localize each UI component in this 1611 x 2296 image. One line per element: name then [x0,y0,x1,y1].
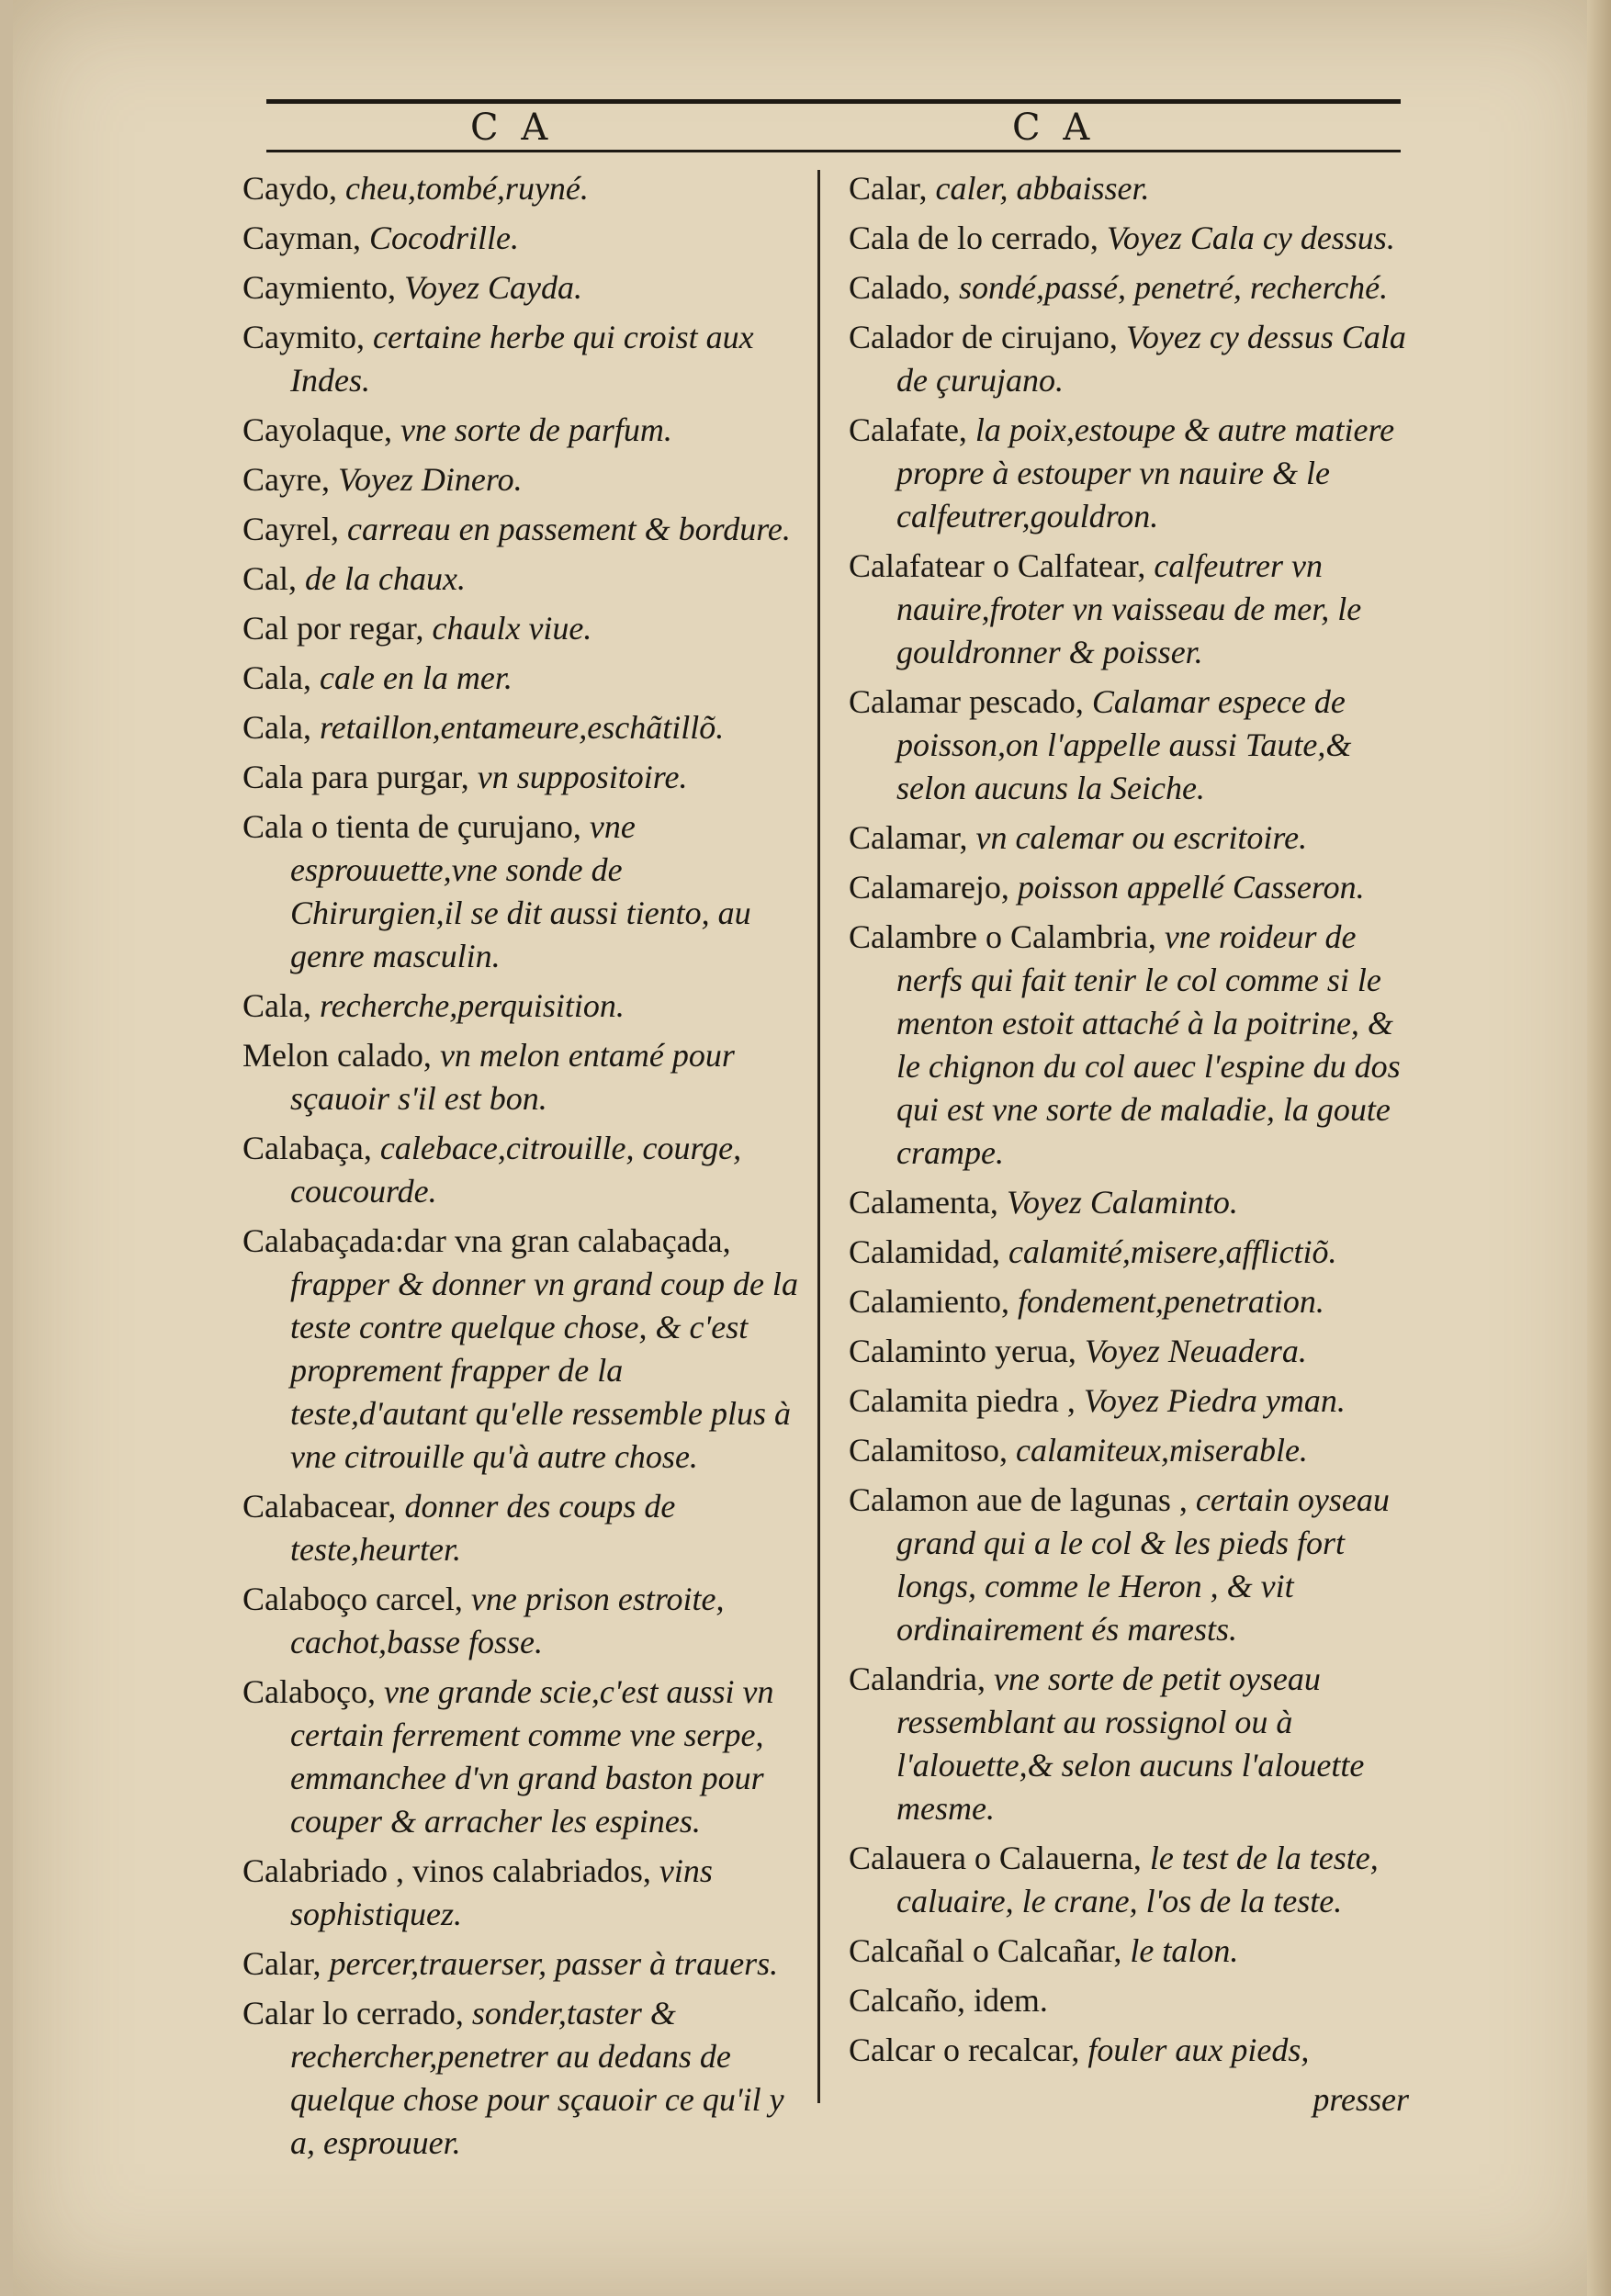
entry-gloss: recherche,perquisition. [319,987,625,1024]
entry-gloss: donner des coups de teste,heurter. [290,1488,676,1568]
column-divider [817,170,820,2103]
entry-gloss: vn suppositoire. [477,759,688,795]
entry-headword: Melon calado, [242,1037,432,1074]
entry-gloss: de la chaux. [305,560,466,597]
header-rule-top [266,99,1401,104]
dictionary-entry [242,1850,801,1936]
entry-headword: Calabacear, [242,1488,397,1525]
entry-gloss: le test de la teste, caluaire, le crane, l'os de la teste. [896,1840,1379,1919]
dictionary-entry [849,1330,1409,1373]
left-column [242,167,801,2171]
entry-gloss: Voyez Neuadera. [1084,1333,1307,1369]
entry-headword: Calar, [849,170,928,207]
book-page [13,0,1611,2296]
dictionary-entry [242,557,801,601]
header-right: C A [1012,107,1096,149]
entry-headword: Cala, [242,659,311,696]
dictionary-entry [242,266,801,310]
entry-gloss: Voyez Calaminto. [1006,1184,1238,1221]
dictionary-entry [242,805,801,978]
dictionary-entry [242,217,801,260]
entry-gloss: Voyez Cala cy dessus. [1106,219,1395,256]
dictionary-entry [242,706,801,749]
entry-headword: Calauera o Calauerna, [849,1840,1142,1876]
entry-headword: Cala, [242,987,311,1024]
dictionary-entry [242,756,801,799]
dictionary-entry [849,1979,1409,2022]
entry-headword: Cala para purgar, [242,759,469,795]
entry-gloss: vne sorte de petit oyseau ressemblant au rossignol ou à l'alouette,& selon aucuns l'alouette mesme. [896,1660,1365,1827]
entry-gloss: cheu,tombé,ruyné. [345,170,589,207]
entry-headword: Calar, [242,1945,321,1982]
entry-headword: Calamar pescado, [849,683,1084,720]
entry-gloss: calamité,misere,afflictiõ. [1008,1233,1337,1270]
entry-headword: Cayman, [242,219,361,256]
entry-headword: Caymiento, [242,269,396,306]
entry-gloss: carreau en passement & bordure. [346,511,791,547]
dictionary-entry [242,508,801,551]
entry-gloss: vne prison estroite, cachot,basse fosse. [290,1581,725,1660]
entry-headword: Calabriado , vinos calabriados, [242,1852,651,1889]
dictionary-entry [849,681,1409,810]
dictionary-entry [849,1429,1409,1472]
dictionary-entry [242,1220,801,1479]
dictionary-entry [242,1992,801,2165]
dictionary-entry [849,1837,1409,1923]
dictionary-entry [849,1379,1409,1423]
dictionary-entry [849,866,1409,909]
dictionary-entry [849,217,1409,260]
dictionary-entry [849,2029,1409,2072]
entry-headword: Calar lo cerrado, [242,1995,464,2032]
dictionary-entry [849,167,1409,210]
entry-gloss: Voyez Dinero. [337,461,523,498]
header-left: C A [470,107,554,149]
entry-gloss: vins sophistiquez. [290,1852,713,1932]
entry-gloss: vne roideur de nerfs qui fait tenir le col comme si le menton estoit attaché à la poitrine, & le chignon du col auec l'espine du dos qui est vne sorte de maladie, la goute crampe. [896,918,1401,1171]
entry-headword: Cala, [242,709,311,746]
catchword: presser [1312,2081,1409,2118]
entry-gloss: fouler aux pieds, [1087,2032,1310,2068]
dictionary-entry [242,1485,801,1571]
entry-headword: Calamarejo, [849,869,1009,906]
dictionary-entry [242,409,801,452]
dictionary-entry [849,916,1409,1175]
entry-gloss: sonder,taster & rechercher,penetrer au dedans de quelque chose pour sçauoir ce qu'il y a, esprouuer. [290,1995,784,2161]
dictionary-entry [849,1479,1409,1651]
entry-gloss: Calamar espece de poisson,on l'appelle aussi Taute,& selon aucuns la Seiche. [896,683,1352,806]
entry-headword: Calamon aue de lagunas , [849,1481,1188,1518]
entry-headword: Calado, [849,269,951,306]
dictionary-entry [242,316,801,402]
dictionary-entry [849,1930,1409,1973]
dictionary-entry [242,1671,801,1843]
dictionary-entry [242,1578,801,1664]
entry-gloss: vne grande scie,c'est aussi vn certain ferrement comme vne serpe, emmanchee d'vn grand baston pour couper & arracher les espines. [290,1673,774,1840]
dictionary-entry [849,816,1409,860]
entry-gloss: sondé,passé, penetré, recherché. [958,269,1389,306]
entry-headword: Calafatear o Calfatear, [849,547,1146,584]
entry-gloss: fondement,penetration. [1017,1283,1324,1320]
entry-headword: Cala o tienta de çurujano, [242,808,581,845]
entry-gloss: calamiteux,miserable. [1016,1432,1308,1469]
entry-headword: Calamar, [849,819,968,856]
entry-headword: Caymito, [242,319,365,355]
entry-headword: Calambre o Calambria, [849,918,1156,955]
entry-headword: Calcaño, idem. [849,1982,1048,2019]
dictionary-entry [242,1034,801,1120]
entry-headword: Calcar o recalcar, [849,2032,1080,2068]
entry-headword: Cal por regar, [242,610,424,647]
entry-headword: Calandria, [849,1660,986,1697]
page-edge [1587,0,1611,2296]
dictionary-entry [849,1280,1409,1323]
entry-headword: Calabaçada:dar vna gran calabaçada, [242,1222,731,1259]
entry-gloss: cale en la mer. [319,659,513,696]
dictionary-entry [242,607,801,650]
entry-gloss: Cocodrille. [368,219,519,256]
entry-gloss: vne sorte de parfum. [400,411,672,448]
entry-headword: Cal, [242,560,297,597]
entry-gloss: Voyez Piedra yman. [1083,1382,1346,1419]
entry-gloss: vn melon entamé pour sçauoir s'il est bon. [290,1037,735,1117]
dictionary-entry [849,1658,1409,1830]
dictionary-entry [849,545,1409,674]
entry-headword: Calabaça, [242,1130,372,1166]
dictionary-entry [849,409,1409,538]
dictionary-entry [849,1231,1409,1274]
entry-headword: Caydo, [242,170,337,207]
entry-headword: Calcañal o Calcañar, [849,1932,1122,1969]
entry-gloss: Voyez Cayda. [403,269,582,306]
entry-gloss: caler, abbaisser. [935,170,1150,207]
entry-headword: Calamitoso, [849,1432,1008,1469]
entry-gloss: calebace,citrouille, courge, coucourde. [290,1130,742,1210]
entry-gloss: la poix,estoupe & autre matiere propre à estouper vn nauire & le calfeutrer,gouldron. [896,411,1395,535]
dictionary-entry [849,316,1409,402]
entry-headword: Calador de cirujano, [849,319,1118,355]
entry-headword: Calamita piedra , [849,1382,1076,1419]
entry-gloss: Voyez cy dessus Cala de çurujano. [896,319,1406,399]
entry-gloss: frapper & donner vn grand coup de la teste contre quelque chose, & c'est proprement frapper de la teste,d'autant qu'elle ressemble plus à vne citrouille qu'à autre chose. [290,1266,798,1475]
dictionary-entry [242,1127,801,1213]
entry-gloss: le talon. [1130,1932,1239,1969]
entry-headword: Calaboço, [242,1673,376,1710]
entry-gloss: certain oyseau grand qui a le col & les pieds fort longs, comme le Heron , & vit ordinairement és marests. [896,1481,1390,1648]
header-rule-bottom [266,150,1401,152]
dictionary-entry [242,167,801,210]
entry-headword: Calamidad, [849,1233,1000,1270]
entry-headword: Cayolaque, [242,411,392,448]
entry-headword: Calafate, [849,411,967,448]
dictionary-entry [242,1942,801,1986]
dictionary-entry [242,458,801,501]
entry-gloss: retaillon,entameure,eschãtillõ. [319,709,725,746]
entry-gloss: poisson appellé Casseron. [1017,869,1365,906]
entry-gloss: chaulx viue. [432,610,592,647]
entry-headword: Cayre, [242,461,330,498]
entry-headword: Cayrel, [242,511,339,547]
dictionary-entry [242,985,801,1028]
entry-gloss: percer,trauerser, passer à trauers. [329,1945,779,1982]
entry-headword: Calamenta, [849,1184,998,1221]
dictionary-entry [849,266,1409,310]
entry-headword: Cala de lo cerrado, [849,219,1098,256]
entry-gloss: certaine herbe qui croist aux Indes. [290,319,754,399]
right-column [849,167,1409,2122]
entry-gloss: calfeutrer vn nauire,froter vn vaisseau de mer, le gouldronner & poisser. [896,547,1362,670]
entry-gloss: vne esprouuette,vne sonde de Chirurgien,il se dit aussi tiento, au genre masculin. [290,808,751,974]
entry-headword: Calamiento, [849,1283,1009,1320]
dictionary-entry [242,657,801,700]
entry-headword: Calaboço carcel, [242,1581,463,1617]
dictionary-entry [849,1181,1409,1224]
entry-gloss: vn calemar ou escritoire. [975,819,1308,856]
entry-headword: Calaminto yerua, [849,1333,1076,1369]
